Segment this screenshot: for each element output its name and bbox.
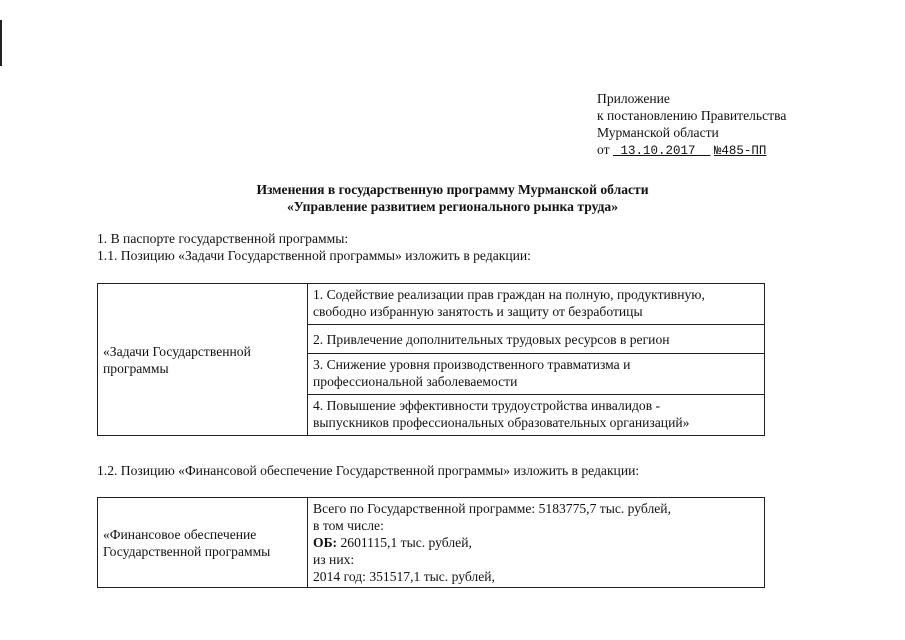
table-row <box>98 498 765 588</box>
appendix-line-2: к постановлению Правительства <box>597 108 787 123</box>
scan-edge-mark <box>0 20 2 66</box>
ob-label: ОБ: <box>313 535 338 550</box>
financing-ob <box>313 534 759 551</box>
task-4-cell: 4. Повышение эффективности трудоустройства инвалидов - выпускников профессиональных образовательных организаций» <box>308 395 765 436</box>
decree-number: №485-ПП <box>713 144 767 158</box>
financing-of-which: из них: <box>313 552 355 567</box>
financing-2014: 2014 год: 351517,1 тыс. рублей, <box>313 569 495 584</box>
appendix-block <box>597 90 897 160</box>
financing-label-cell: «Финансовое обеспечение Государственной программы <box>98 498 308 588</box>
appendix-date-line <box>597 141 897 160</box>
appendix-line-1: Приложение <box>597 91 670 106</box>
document-title <box>0 181 905 215</box>
tasks-table <box>97 283 765 436</box>
section-1-1-text: 1.1. Позицию «Задачи Государственной программы» изложить в редакции: <box>97 248 531 263</box>
financing-including: в том числе: <box>313 518 384 533</box>
task-3-cell: 3. Снижение уровня производственного травматизма и профессиональной заболеваемости <box>308 354 765 395</box>
task-1-cell: 1. Содействие реализации прав граждан на полную, продуктивную, свободно избранную занятость и защиту от безработицы <box>308 284 765 325</box>
decree-date: 13.10.2017 <box>620 144 696 158</box>
section-1-heading: 1. В паспорте государственной программы: <box>97 231 349 246</box>
table-row <box>98 284 765 325</box>
date-prefix: от <box>597 142 610 157</box>
ob-value: 2601115,1 тыс. рублей, <box>337 535 472 550</box>
title-line-1: Изменения в государственную программу Мурманской области <box>256 182 649 197</box>
tasks-label-cell: «Задачи Государственной программы <box>98 284 308 436</box>
financing-table <box>97 497 765 588</box>
task-2-cell: 2. Привлечение дополнительных трудовых ресурсов в регион <box>308 325 765 354</box>
financing-total: Всего по Государственной программе: 5183775,7 тыс. рублей, <box>313 501 671 516</box>
section-1-2-text: 1.2. Позицию «Финансовой обеспечение Государственной программы» изложить в редакции: <box>97 463 640 478</box>
appendix-line-3: Мурманской области <box>597 125 719 140</box>
title-line-2: «Управление развитием регионального рынка труда» <box>286 199 619 214</box>
financing-value-cell <box>308 498 765 588</box>
